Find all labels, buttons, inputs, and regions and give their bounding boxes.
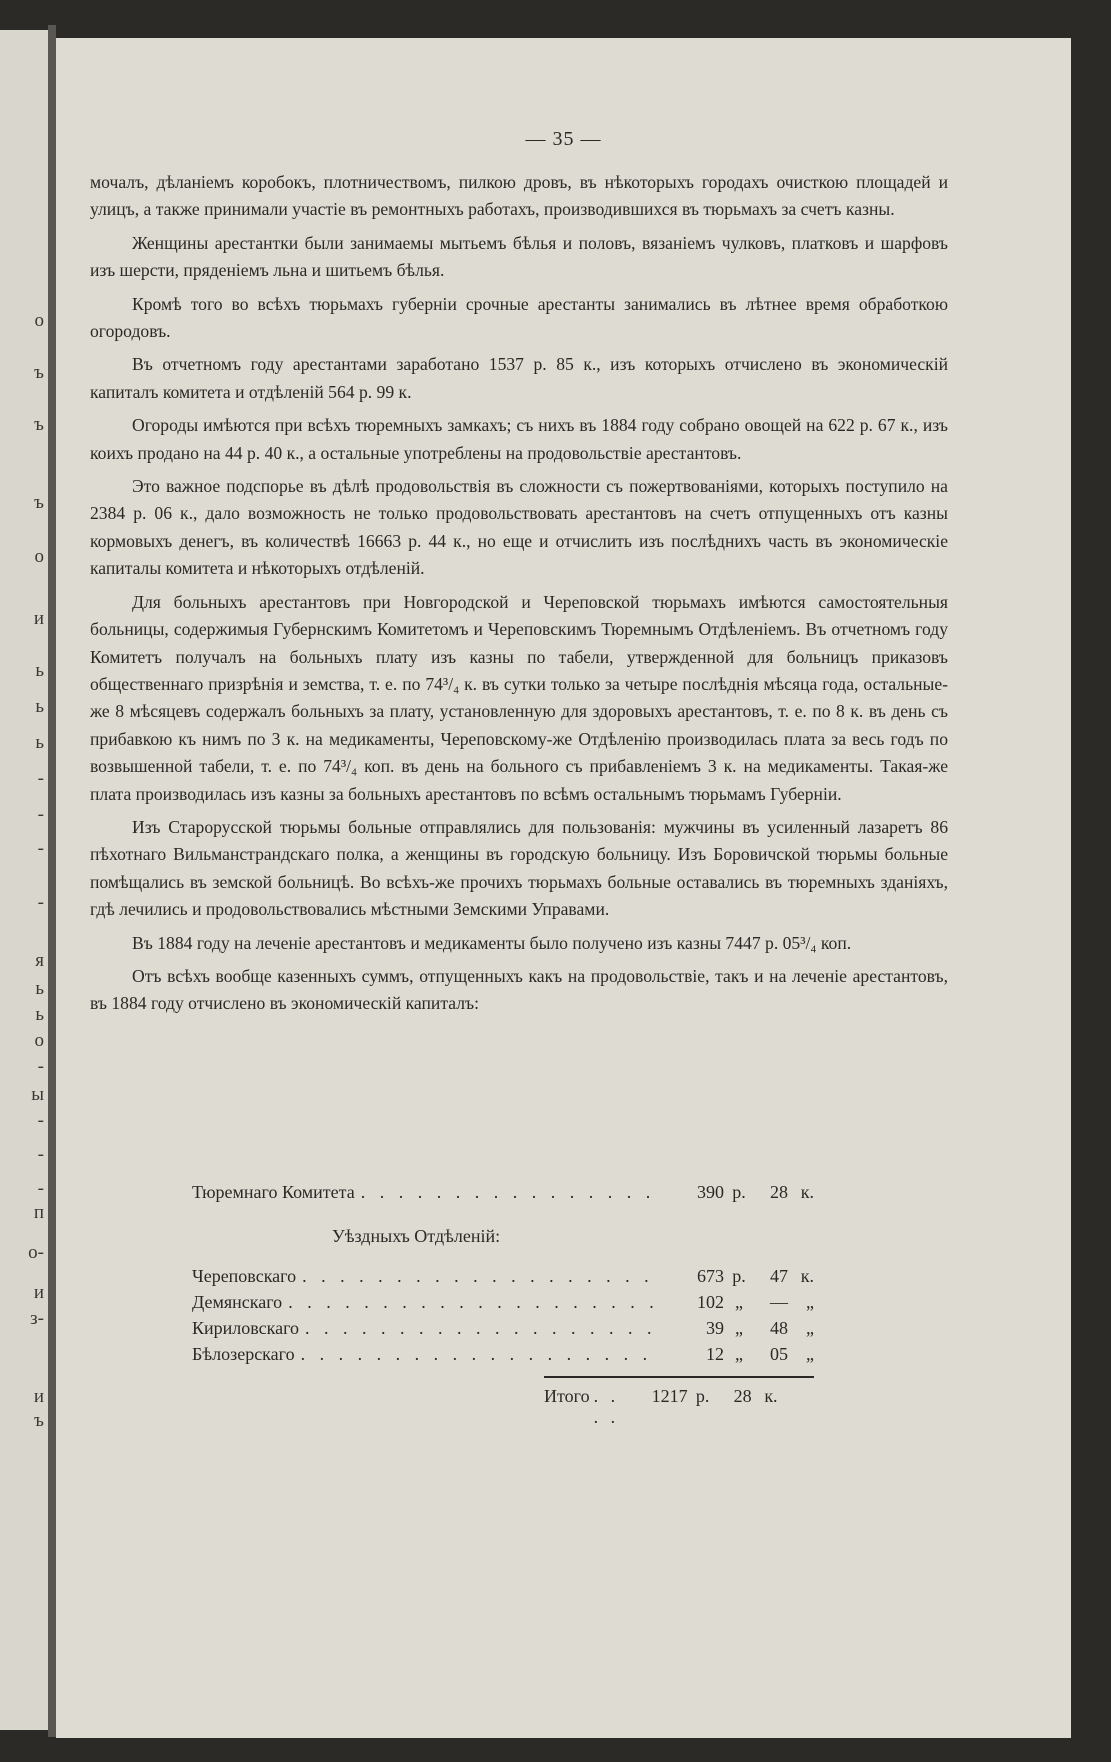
body-text <box>90 169 948 1024</box>
ledger-label: Череповскаго <box>192 1266 297 1286</box>
book-spine <box>48 25 56 1737</box>
prev-page-fragment: о <box>34 1030 44 1051</box>
ledger-kopecks-unit: „ <box>806 1318 814 1338</box>
prev-page-fragment: о- <box>28 1242 44 1263</box>
ledger-kopecks-unit: „ <box>806 1344 814 1364</box>
ledger-row-committee <box>192 1182 814 1222</box>
ledger-rubles: 39 <box>706 1318 724 1338</box>
paragraph: Отъ всѣхъ вообще казенныхъ суммъ, отпущенныхъ какъ на продовольствіе, такъ и на леченіе арестантовъ, въ 1884 году отчислено въ экономическій капиталъ: <box>90 965 948 1014</box>
ledger-label: Демянскаго <box>192 1292 283 1312</box>
leader-dots <box>302 1266 660 1287</box>
paragraph: Въ 1884 году на леченіе арестантовъ и медикаменты было получено изъ казны 7447 р. 05³/₄ коп. <box>132 932 852 953</box>
leader-dots <box>305 1318 660 1339</box>
ledger-rubles: 12 <box>706 1344 724 1364</box>
ledger-row <box>192 1318 814 1344</box>
prev-page-fragment: - <box>37 1056 44 1077</box>
ledger-kopecks: 48 <box>770 1318 788 1338</box>
paragraph: Огороды имѣются при всѣхъ тюремныхъ замкахъ; съ нихъ въ 1884 году собрано овощей на 622 р. 67 к., изъ коихъ продано на 44 р. 40 к., а остальные употреблены на продовольствіе арестантовъ. <box>90 415 948 463</box>
prev-page-fragment: - <box>37 768 44 789</box>
ledger-row <box>192 1292 814 1318</box>
document-page <box>56 38 1071 1738</box>
allocation-ledger <box>192 1182 814 1424</box>
ledger-kopecks-unit: к. <box>800 1182 814 1202</box>
total-kopecks: 28 <box>733 1386 752 1406</box>
ledger-label: Кириловскаго <box>192 1318 300 1338</box>
prev-page-fragment: - <box>37 1144 44 1165</box>
total-label: Итого <box>544 1386 590 1406</box>
leader-dots <box>594 1386 632 1428</box>
ledger-rubles-unit: „ <box>735 1344 743 1364</box>
ledger-kopecks-unit: „ <box>806 1292 814 1312</box>
ledger-rubles-unit: р. <box>732 1182 746 1202</box>
ledger-kopecks: 47 <box>770 1266 788 1286</box>
paragraph: Это важное подспорье въ дѣлѣ продовольствія въ сложности съ пожертвованіями, которыхъ поступило на 2384 р. 06 к., дало возможность не только продовольствовать арестантовъ на счетъ отпущенныхъ отъ казны кормовыхъ денегъ, въ количествѣ 16663 р. 44 к., но еще и отчислить изъ послѣднихъ часть въ экономическіе капиталы комитета и нѣкоторыхъ отдѣленій. <box>90 476 948 579</box>
ledger-row <box>192 1266 814 1292</box>
prev-page-fragment: ь <box>35 660 44 681</box>
ledger-rubles-unit: „ <box>735 1292 743 1312</box>
prev-page-fragment: - <box>37 892 44 913</box>
prev-page-fragment: о <box>34 546 44 567</box>
paragraph: Въ отчетномъ году арестантами заработано 1537 р. 85 к., изъ которыхъ отчислено въ экономическій капиталъ комитета и отдѣленій 564 р. 99 к. <box>90 354 948 402</box>
prev-page-fragment: и <box>33 608 44 629</box>
ledger-kopecks-unit: к. <box>800 1266 814 1286</box>
ledger-rubles: 673 <box>697 1266 724 1286</box>
prev-page-fragment: з- <box>30 1308 44 1329</box>
ledger-rubles-unit: „ <box>735 1318 743 1338</box>
total-rubles: 1217 <box>651 1386 688 1406</box>
prev-page-fragment: - <box>37 838 44 859</box>
prev-page-fragment: и <box>33 1282 44 1303</box>
prev-page-fragment: ъ <box>34 492 44 513</box>
total-rubles-unit: р. <box>695 1386 710 1406</box>
prev-page-fragment: - <box>37 1110 44 1131</box>
prev-page-fragment: ъ <box>34 1410 44 1431</box>
paragraph: мочалъ, дѣланіемъ коробокъ, плотничествомъ, пилкою дровъ, въ нѣкоторыхъ городахъ очисткою площадей и улицъ, а также принимали участіе въ ремонтныхъ работахъ, производившихся въ тюрьмахъ за счетъ казны. <box>90 172 948 220</box>
ledger-kopecks: — <box>770 1292 788 1312</box>
prev-page-fragment: ь <box>35 696 44 717</box>
prev-page-fragment: ъ <box>34 414 44 435</box>
paragraph: Кромѣ того во всѣхъ тюрьмахъ губерніи срочные арестанты занимались въ лѣтнее время обработкою огородовъ. <box>90 293 948 342</box>
leader-dots <box>301 1344 660 1365</box>
ledger-total-row <box>192 1378 814 1424</box>
previous-page-edge <box>0 30 48 1730</box>
prev-page-fragment: - <box>37 1178 44 1199</box>
ledger-kopecks: 05 <box>770 1344 788 1364</box>
paragraph: Женщины арестантки были занимаемы мытьемъ бѣлья и половъ, вязаніемъ чулковъ, платковъ и шарфовъ изъ шерсти, пряденіемъ льна и шитьемъ бѣлья. <box>90 232 948 281</box>
leader-dots <box>288 1292 660 1313</box>
prev-page-fragment: ь <box>35 732 44 753</box>
ledger-subheading: Уѣздныхъ Отдѣленій: <box>332 1226 501 1246</box>
prev-page-fragment: п <box>33 1202 44 1223</box>
prev-page-fragment: - <box>37 804 44 825</box>
prev-page-fragment: ы <box>31 1084 44 1105</box>
ledger-rubles: 102 <box>697 1292 724 1312</box>
prev-page-fragment: ь <box>35 978 44 999</box>
prev-page-fragment: ь <box>35 1004 44 1025</box>
paragraph: Изъ Старорусской тюрьмы больные отправлялись для пользованія: мужчины въ усиленный лазаретъ 86 пѣхотнаго Вильманстрандскаго полка, а женщины въ городскую больницу. Изъ Боровичской тюрьмы больные помѣщались въ земской больницѣ. Во всѣхъ-же прочихъ тюрьмахъ больные оставались въ тюремныхъ зданіяхъ, гдѣ лечились и продовольствовались мѣстными Земскими Управами. <box>90 816 948 920</box>
prev-page-fragment: и <box>33 1386 44 1407</box>
paragraph: Для больныхъ арестантовъ при Новгородской и Череповской тюрьмахъ имѣются самостоятельныя больницы, содержимыя Губернскимъ Комитетомъ и Череповскимъ Тюремнымъ Отдѣленіемъ. Въ отчетномъ году Комитетъ получалъ на больныхъ плату изъ казны по табели, утвержденной для больницъ приказовъ общественнаго призрѣнія и земства, т. е. по 74³/₄ к. въ сутки только за четыре послѣднія мѣсяца года, остальные-же 8 мѣсяцевъ содержалъ больныхъ за плату, установленную для здоровыхъ арестантовъ, т. е. по 8 к. въ день съ прибавкою къ нимъ по 3 к. на медикаменты, Череповскому-же Отдѣленію производилась плата за весь годъ по возвышенной табели, т. е. по 74³/₄ коп. въ день на больного съ прибавленіемъ 3 к. на медикаменты. Такая-же плата производилась изъ казны за больныхъ арестантовъ по всѣмъ остальнымъ тюрьмамъ Губерніи. <box>90 591 948 804</box>
ledger-label: Бѣлозерскаго <box>192 1344 295 1364</box>
prev-page-fragment: о <box>34 310 44 331</box>
ledger-label: Тюремнаго Комитета <box>192 1182 355 1202</box>
ledger-row <box>192 1344 814 1370</box>
ledger-rubles-unit: р. <box>732 1266 746 1286</box>
total-kopecks-unit: к. <box>764 1386 778 1406</box>
prev-page-fragment: я <box>35 950 44 971</box>
ledger-kopecks: 28 <box>770 1182 788 1202</box>
page-number: — 35 — <box>525 128 602 150</box>
leader-dots <box>361 1182 660 1203</box>
ledger-rubles: 390 <box>697 1182 724 1202</box>
prev-page-fragment: ъ <box>34 362 44 383</box>
